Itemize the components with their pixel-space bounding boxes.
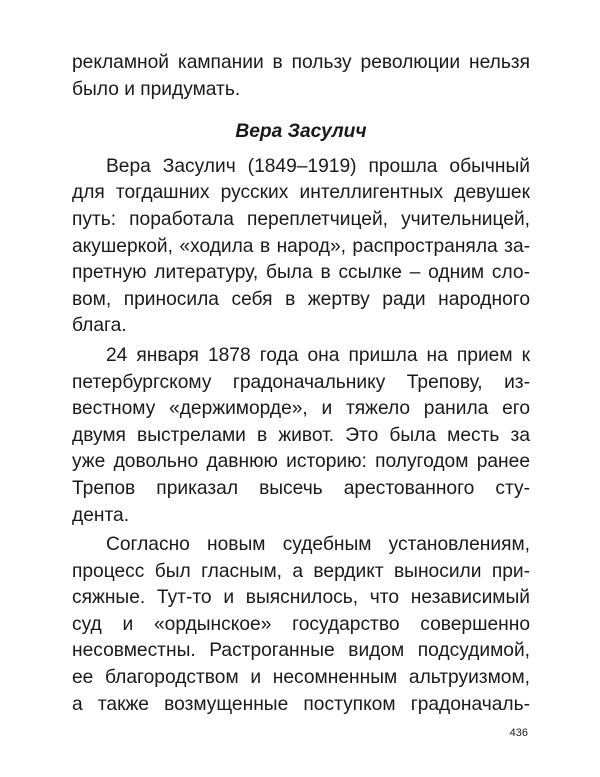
paragraph-2 (72, 343, 530, 529)
paragraph-1 (72, 154, 530, 340)
paragraph-3 (72, 532, 530, 718)
text-line: рекламной кампании в пользу революции нельзя (72, 52, 530, 73)
text-line: блага. (72, 315, 127, 337)
text-line: претную литературу, была в ссылке – одним сло- (72, 262, 530, 284)
text-line: акушеркой, «ходила в народ», распространяла за- (72, 235, 530, 257)
text-line: путь: поработала переплетчицей, учительницей, (72, 208, 530, 230)
text-line: вом, приносила себя в жертву ради народного (72, 288, 530, 310)
text-line: петербургскому градоначальнику Трепову, из- (72, 371, 530, 393)
text-line: Вера Засулич (1849–1919) прошла обычный (106, 155, 530, 177)
text-line: суд и «ордынское» государство совершенно (72, 613, 530, 635)
section-heading: Вера Засулич (235, 121, 367, 143)
page-number: 436 (509, 727, 528, 739)
text-line: уже довольно давнюю историю: полугодом ранее (72, 451, 530, 473)
text-line: Согласно новым судебным установлениям, (106, 534, 530, 556)
page-body (72, 50, 530, 721)
text-line: ее благородством и несомненным альтруизмом, (72, 667, 530, 689)
text-line: Трепов приказал высечь арестованного сту- (72, 477, 530, 499)
text-line: было и придумать. (72, 78, 241, 100)
text-line: несовместны. Растроганные видом подсудимой, (72, 640, 530, 662)
text-line: вестному «держиморде», и тяжело ранила его (72, 398, 530, 420)
text-line: дента. (72, 504, 130, 526)
intro-paragraph (72, 50, 530, 103)
text-line: для тогдашних русских интеллигентных девушек (72, 182, 530, 204)
text-line: процесс был гласным, а вердикт выносили при- (72, 560, 530, 582)
text-line: 24 января 1878 года она пришла на прием к (106, 344, 530, 366)
text-line: двумя выстрелами в живот. Это была месть за (72, 424, 530, 446)
text-line: а также возмущенные поступком градоначаль- (72, 693, 530, 715)
text-line: сяжные. Тут-то и выяснилось, что независимый (72, 587, 530, 609)
